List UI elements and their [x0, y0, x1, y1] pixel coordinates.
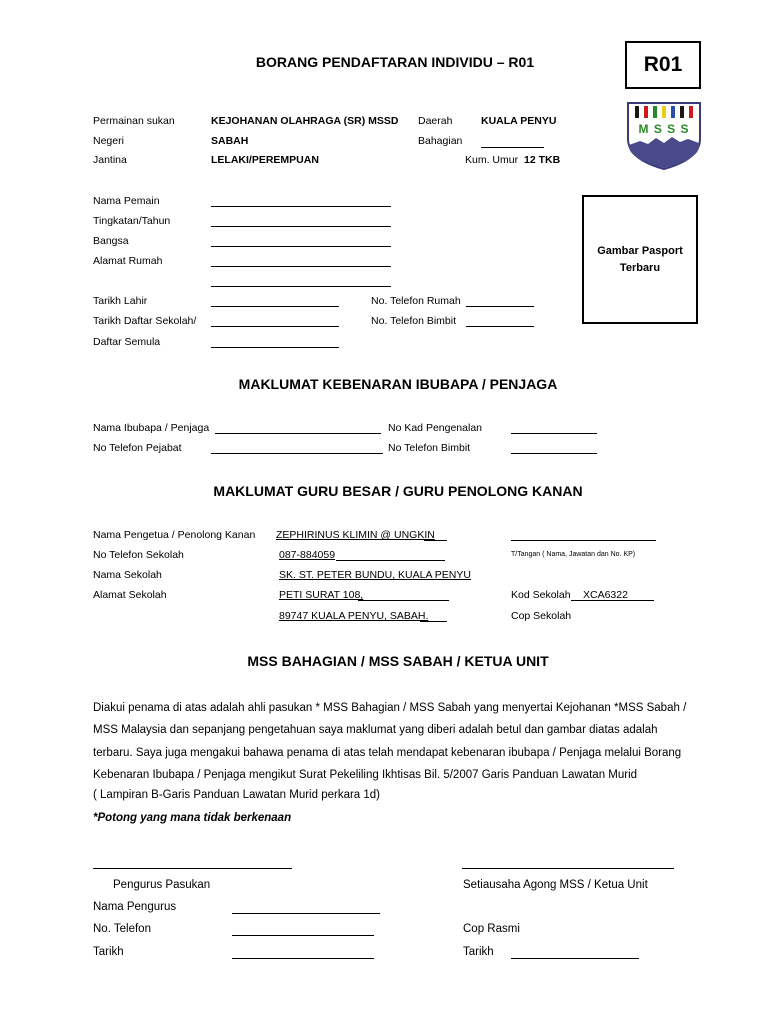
photo-box-line2: Terbaru — [619, 261, 661, 274]
declaration-line: Kebenaran Ibubapa / Penjaga mengikut Surat Pekeliling Ikhtisas Bil. 5/2007 Garis Panduan Lawatan Murid — [93, 768, 638, 781]
district-value: KUALA PENYU — [481, 115, 557, 127]
school-stamp-label: Cop Sekolah — [511, 610, 572, 622]
reregister-label: Daftar Semula — [93, 336, 161, 348]
declaration-paragraph — [93, 697, 713, 804]
division-label: Bahagian — [418, 135, 463, 147]
declaration-line: ( Lampiran B-Garis Panduan Lawatan Murid perkara 1d) — [93, 789, 381, 802]
race-label: Bangsa — [93, 235, 129, 247]
player-name-label: Nama Pemain — [93, 195, 160, 207]
manager-name-field[interactable] — [232, 913, 380, 914]
grade-label: Tingkatan/Tahun — [93, 215, 171, 227]
manager-signature-line[interactable] — [93, 868, 292, 869]
manager-phone-field[interactable] — [232, 935, 374, 936]
school-address-line1-tail — [358, 600, 449, 601]
form-code: R01 — [643, 53, 683, 76]
office-phone-label: No Telefon Pejabat — [93, 442, 182, 454]
passport-photo-box[interactable] — [582, 195, 698, 324]
manager-date-field[interactable] — [232, 958, 374, 959]
parent-section-heading: MAKLUMAT KEBENARAN IBUBAPA / PENJAGA — [238, 376, 558, 392]
parent-mobile-field[interactable] — [511, 453, 597, 454]
school-phone-label: No Telefon Sekolah — [93, 549, 184, 561]
school-reg-field[interactable] — [211, 326, 339, 327]
school-address-line2: 89747 KUALA PENYU, SABAH. — [279, 610, 429, 622]
msss-logo — [626, 101, 702, 171]
declaration-line: MSS Malaysia dan sepanjang pengetahuan saya maklumat yang diberi adalah betul dan gambar diatas adalah — [93, 724, 658, 737]
race-field[interactable] — [211, 246, 391, 247]
parent-mobile-label: No Telefon Bimbit — [388, 442, 471, 454]
mss-section-heading: MSS BAHAGIAN / MSS SABAH / KETUA UNIT — [247, 653, 549, 669]
sport-value: KEJOHANAN OLAHRAGA (SR) MSSD — [211, 115, 399, 127]
age-value: 12 TKB — [524, 154, 561, 166]
address-field-2[interactable] — [211, 286, 391, 287]
gender-label: Jantina — [93, 154, 127, 166]
school-phone-field-tail — [336, 560, 445, 561]
signature-caption: T/Tangan ( Nama, Jawatan dan No. KP) — [511, 551, 636, 558]
principal-field-tail — [424, 540, 447, 541]
mobile-field[interactable] — [466, 326, 534, 327]
gender-value: LELAKI/PEREMPUAN — [211, 154, 319, 166]
strike-note: *Potong yang mana tidak berkenaan — [93, 812, 292, 824]
school-code-label: Kod Sekolah — [511, 589, 571, 601]
reregister-field[interactable] — [211, 347, 339, 348]
dob-field[interactable] — [211, 306, 339, 307]
manager-phone-label: No. Telefon — [93, 923, 151, 935]
manager-title: Pengurus Pasukan — [113, 879, 211, 891]
parent-name-label: Nama Ibubapa / Penjaga — [93, 422, 210, 434]
home-phone-label: No. Telefon Rumah — [371, 295, 461, 307]
ic-label: No Kad Pengenalan — [388, 422, 482, 434]
mobile-label: No. Telefon Bimbit — [371, 315, 457, 327]
official-stamp-label: Cop Rasmi — [463, 923, 520, 935]
declaration-line: Diakui penama di atas adalah ahli pasukan * MSS Bahagian / MSS Sabah yang menyertai Kejohanan *MSS Sabah / — [93, 702, 687, 714]
manager-date-label: Tarikh — [93, 946, 124, 958]
player-name-field[interactable] — [211, 206, 391, 207]
state-label: Negeri — [93, 135, 124, 147]
form-title: BORANG PENDAFTARAN INDIVIDU – R01 — [255, 54, 535, 70]
division-field[interactable] — [481, 147, 544, 148]
office-phone-field[interactable] — [211, 453, 383, 454]
msss-shield-icon — [626, 101, 702, 171]
address-label: Alamat Rumah — [93, 255, 163, 267]
head-section-heading: MAKLUMAT GURU BESAR / GURU PENOLONG KANAN — [213, 483, 583, 499]
ic-field[interactable] — [511, 433, 597, 434]
sport-label: Permainan sukan — [93, 115, 175, 127]
secretary-signature-line[interactable] — [462, 868, 674, 869]
logo-text: M S S S — [638, 122, 690, 136]
school-name-label: Nama Sekolah — [93, 569, 162, 581]
dob-label: Tarikh Lahir — [93, 295, 148, 307]
form-code-box — [625, 41, 701, 89]
declaration-line: terbaru. Saya juga mengakui bahawa penama di atas telah mendapat kebenaran ibubapa / Penjaga melalui Borang — [93, 746, 682, 759]
school-code-value: XCA6322 — [583, 589, 628, 601]
school-address-line1: PETI SURAT 108, — [279, 589, 364, 601]
signature-field[interactable] — [511, 540, 656, 541]
principal-value: ZEPHIRINUS KLIMIN @ UNGKIN — [276, 529, 435, 541]
home-phone-field[interactable] — [466, 306, 534, 307]
parent-name-field[interactable] — [215, 433, 381, 434]
photo-box-line1: Gambar Pasport — [597, 244, 683, 257]
principal-label: Nama Pengetua / Penolong Kanan — [93, 529, 256, 541]
secretary-date-field[interactable] — [511, 958, 639, 959]
secretary-title: Setiausaha Agong MSS / Ketua Unit — [463, 879, 648, 891]
school-name-value: SK. ST. PETER BUNDU, KUALA PENYU — [279, 569, 471, 581]
school-address-label: Alamat Sekolah — [93, 589, 167, 601]
district-label: Daerah — [418, 115, 453, 127]
school-phone-value: 087-884059 — [279, 549, 336, 561]
state-value: SABAH — [211, 135, 249, 147]
school-reg-label: Tarikh Daftar Sekolah/ — [93, 315, 197, 327]
age-label: Kum. Umur — [465, 154, 519, 166]
school-address-line2-tail — [420, 621, 447, 622]
address-field-1[interactable] — [211, 266, 391, 267]
secretary-date-label: Tarikh — [463, 946, 494, 958]
manager-name-label: Nama Pengurus — [93, 901, 177, 913]
grade-field[interactable] — [211, 226, 391, 227]
